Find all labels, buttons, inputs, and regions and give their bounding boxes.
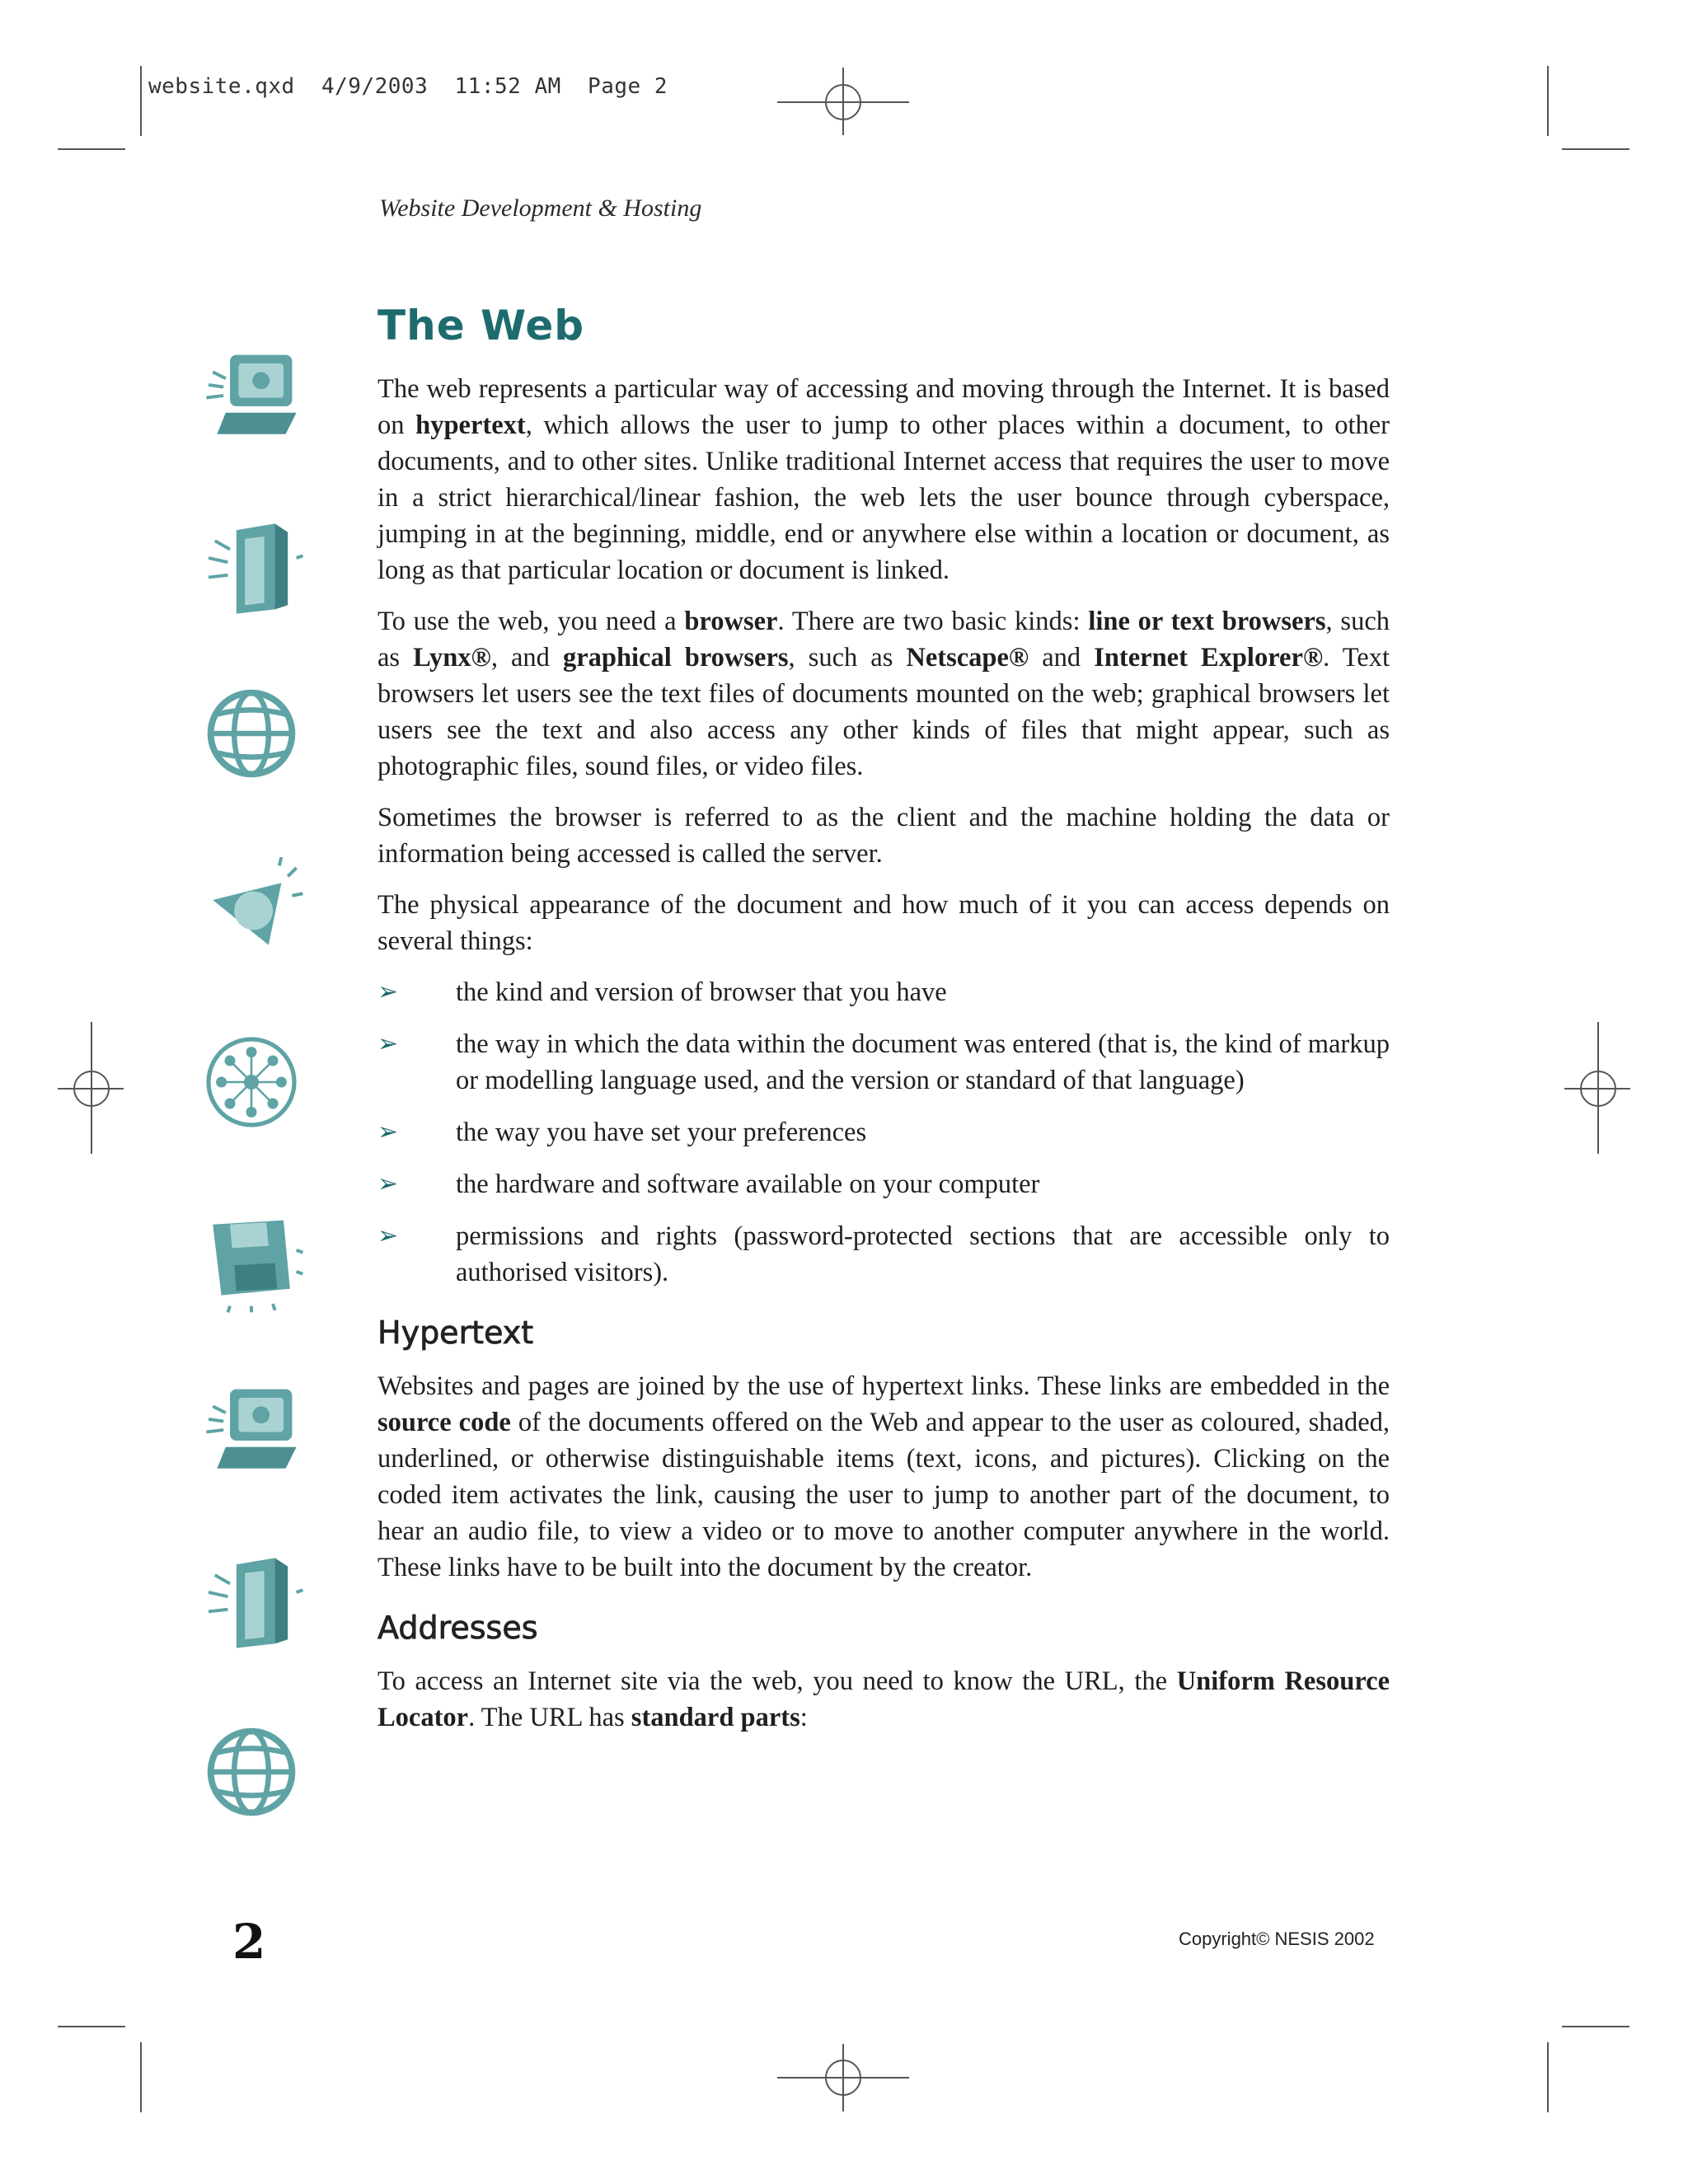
arrow-bullet-icon: ➢ <box>377 1221 399 1250</box>
arrow-bullet-icon: ➢ <box>377 1118 399 1146</box>
paragraph-web-intro: The web represents a particular way of accessing and moving through the Internet. It is based on hypertext, which allows the user to jump to other places within a document, to other documents, and to other sites. Unlike traditional Internet access that requires the user to move in a strict hierarchical/linear fashion, the web lets the user bounce through cyberspace, jumping in at the beginning, middle, end or anywhere else within a location or document, as long as that particular location or document is linked. <box>377 374 1390 585</box>
list-item: ➢ the way you have set your preferences <box>377 1114 1390 1151</box>
arrow-bullet-icon: ➢ <box>377 1029 399 1058</box>
list-item: ➢ the hardware and software available on your computer <box>377 1166 1390 1202</box>
list-item: ➢ the way in which the data within the document was entered (that is, the kind of markup or modelling language used, and the version or standard of that language) <box>377 1026 1390 1099</box>
section-title: The Web <box>377 302 585 349</box>
paragraph-client-server: Sometimes the browser is referred to as the client and the machine holding the data or information being accessed is called the server. <box>377 803 1390 869</box>
list-item: ➢ the kind and version of browser that you have <box>377 974 1390 1010</box>
globe-icon <box>198 680 305 787</box>
network-icon <box>198 1029 305 1136</box>
globe-icon <box>198 1718 305 1825</box>
paragraph-hypertext: Websites and pages are joined by the use of hypertext links. These links are embedded in the source code of the documents offered on the Web and appear to the user as coloured, shaded, underlined, or otherwise distinguishable items (text, icons, and pictures). Clicking on the coded item activates the link, causing the user to jump to another part of the document, to hear an audio file, to view a video or to move to another computer anywhere in the world. These links have to be built into the document by the creator. <box>377 1371 1390 1582</box>
bullet-list <box>377 974 1390 1291</box>
list-item: ➢ permissions and rights (password-protected sections that are accessible only to authorised visitors). <box>377 1218 1390 1291</box>
main-content <box>377 297 1390 1750</box>
tower-icon <box>198 1549 305 1657</box>
paragraph-addresses: To access an Internet site via the web, you need to know the URL, the Uniform Resource Locator. The URL has standard parts: <box>377 1666 1390 1732</box>
page-number: 2 <box>232 1914 266 1970</box>
print-slug: website.qxd 4/9/2003 11:52 AM Page 2 <box>148 74 668 99</box>
floppy-icon <box>198 1207 305 1315</box>
subheading-addresses: Addresses <box>377 1610 538 1646</box>
running-head: Website Development & Hosting <box>379 194 702 222</box>
paragraph-appearance: The physical appearance of the document and how much of it you can access depends on several things: <box>377 890 1390 956</box>
copyright-notice: Copyright© NESIS 2002 <box>1179 1929 1375 1949</box>
disc-icon <box>198 857 305 964</box>
tower-icon <box>198 515 305 622</box>
paragraph-browsers: To use the web, you need a browser. There are two basic kinds: line or text browsers, such as Lynx®, and graphical browsers, such as Netscape® and Internet Explorer®. Text browsers let users see the text files of documents mounted on the web; graphical browsers let users see the text and also access any other kinds of files that might appear, such as photographic files, sound files, or video files. <box>377 607 1390 781</box>
arrow-bullet-icon: ➢ <box>377 1169 399 1198</box>
arrow-bullet-icon: ➢ <box>377 977 399 1006</box>
computer-icon <box>198 1376 305 1483</box>
computer-icon <box>198 342 305 449</box>
subheading-hypertext: Hypertext <box>377 1315 534 1351</box>
